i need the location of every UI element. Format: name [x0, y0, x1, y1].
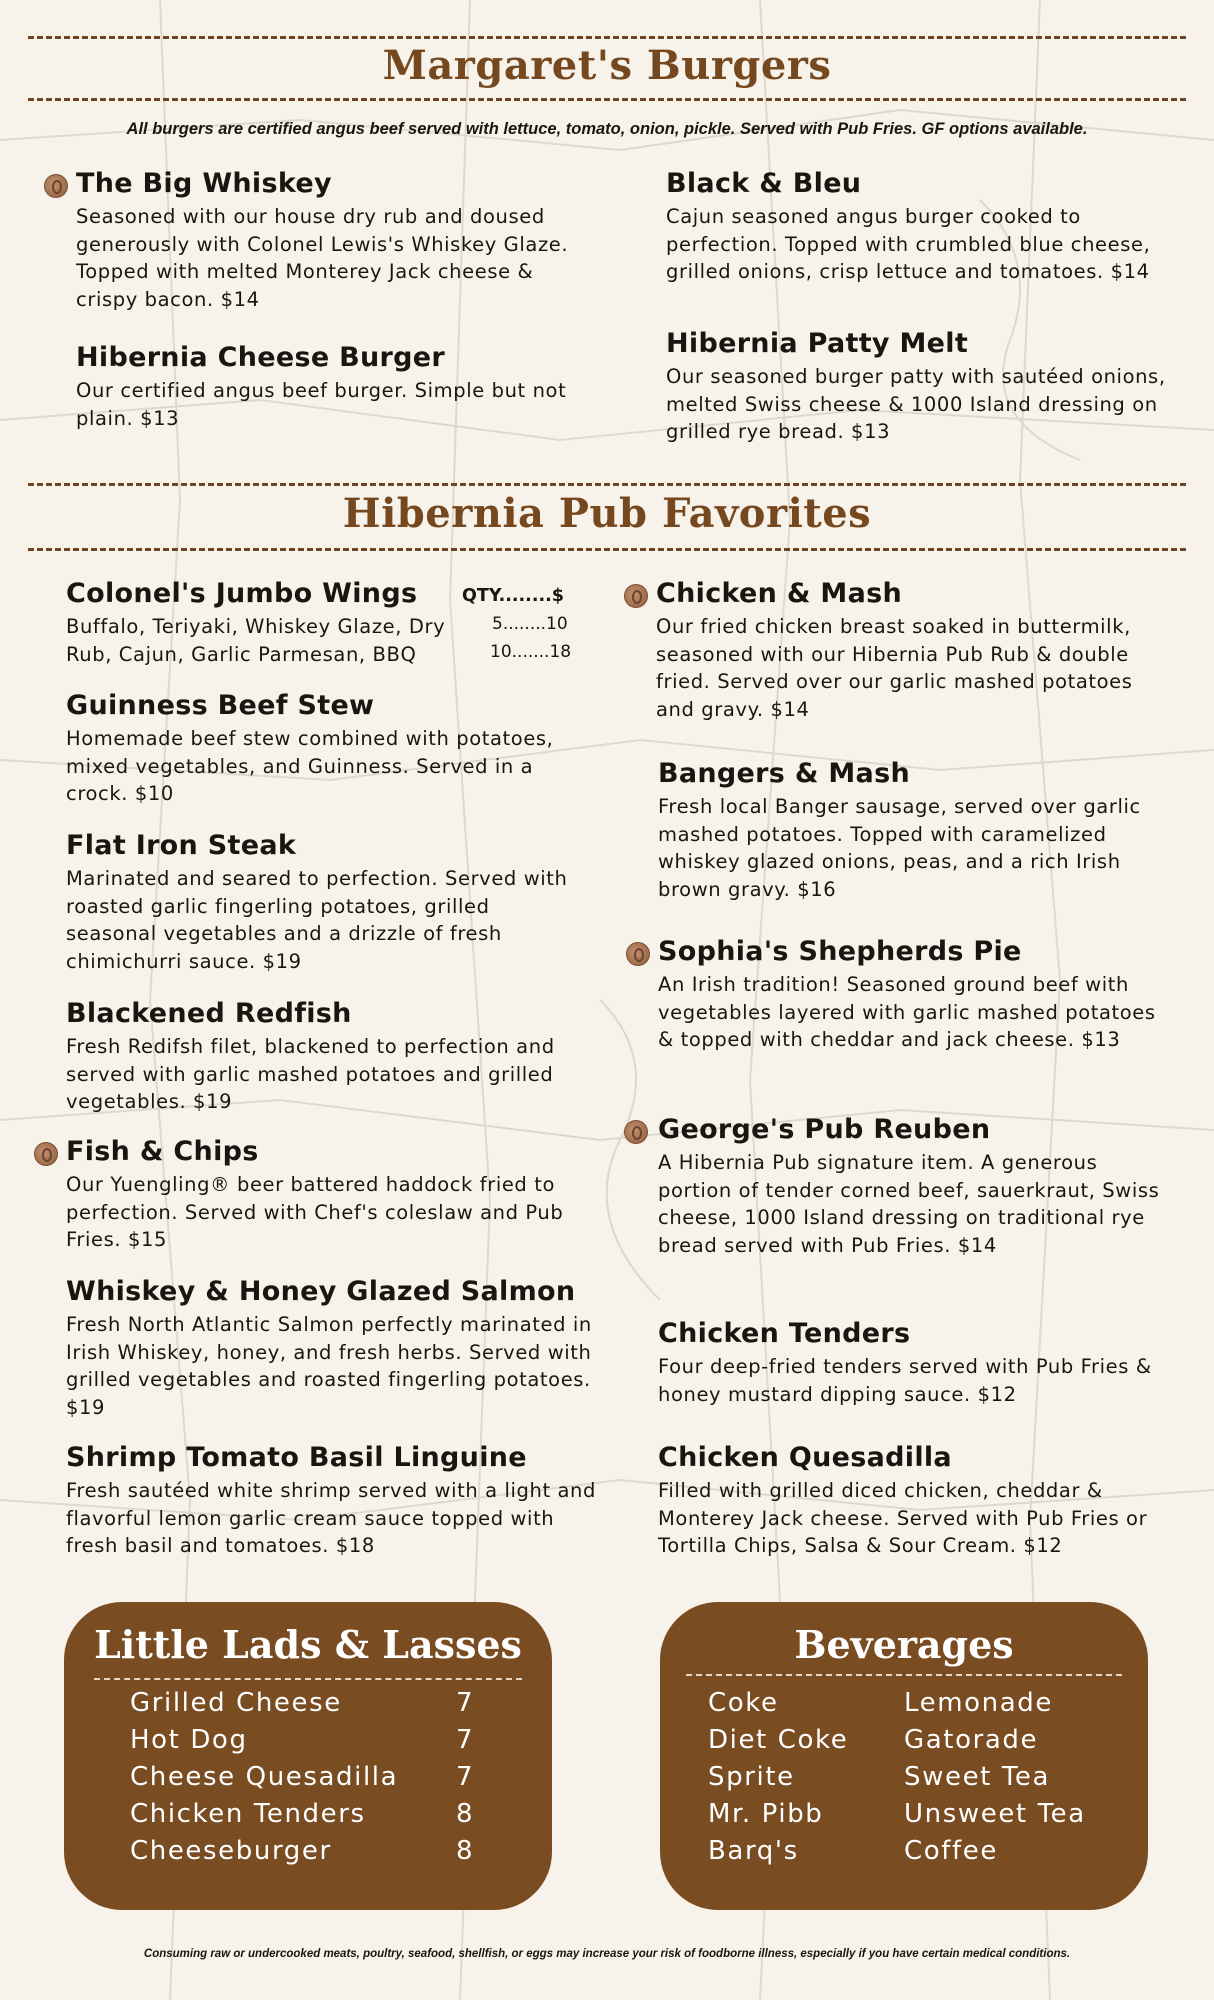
item-description: A Hibernia Pub signature item. A generous portion of tender corned beef, sauerkraut, Swiss cheese, 1000 Island dressing on traditional rye bread served with Pub Fries. $14	[658, 1151, 1160, 1257]
item-description: Homemade beef stew combined with potatoes, mixed vegetables, and Guinness. Served in a crock. $10	[66, 727, 554, 805]
beverage-item: Coffee	[904, 1836, 998, 1866]
kids-menu-box	[64, 1602, 552, 1910]
footer-disclaimer: Consuming raw or undercooked meats, poultry, seafood, shellfish, or eggs may increase your risk of foodborne illness, especially if you have certain medical conditions.	[143, 1948, 1071, 1960]
item-name: Hibernia Cheese Burger	[76, 342, 446, 373]
kids-item-name: Cheese Quesadilla	[130, 1762, 399, 1792]
menu-item	[66, 578, 486, 668]
item-name: Black & Bleu	[666, 168, 862, 199]
divider	[686, 1674, 1122, 1676]
signature-icon	[626, 942, 650, 966]
wings-qty-header: QTY........$	[462, 586, 564, 606]
signature-icon	[44, 174, 68, 198]
menu-item	[66, 830, 586, 975]
beverage-item: Lemonade	[904, 1688, 1053, 1718]
kids-item-price: 7	[456, 1725, 475, 1755]
beverage-item: Diet Coke	[708, 1725, 849, 1755]
menu-item	[66, 1276, 596, 1421]
kids-item-name: Chicken Tenders	[130, 1799, 366, 1829]
divider	[94, 1678, 522, 1680]
item-description: An Irish tradition! Seasoned ground beef with vegetables layered with garlic mashed potatoes & topped with cheddar and jack cheese. $13	[658, 973, 1156, 1051]
item-description: Fresh Redifsh filet, blackened to perfection and served with garlic mashed potatoes and grilled vegetables. $19	[66, 1035, 555, 1113]
kids-item-name: Hot Dog	[130, 1725, 248, 1755]
wings-qty-row: 5........10	[492, 614, 568, 634]
item-description: Seasoned with our house dry rub and doused generously with Colonel Lewis's Whiskey Glaze. Topped with melted Monterey Jack cheese & crispy bacon. $14	[76, 205, 569, 311]
item-name: Fish & Chips	[66, 1136, 259, 1167]
menu-item	[76, 168, 596, 313]
item-description: Fresh sautéed white shrimp served with a light and flavorful lemon garlic cream sauce topped with fresh basil and tomatoes. $18	[66, 1479, 596, 1557]
menu-item	[66, 1442, 596, 1560]
menu-item	[658, 1318, 1168, 1408]
menu-item	[66, 690, 586, 808]
item-description: Marinated and seared to perfection. Served with roasted garlic fingerling potatoes, grilled seasonal vegetables and a drizzle of fresh chimichurri sauce. $19	[66, 867, 568, 973]
item-name: Colonel's Jumbo Wings	[66, 578, 418, 609]
burgers-note: All burgers are certified angus beef served with lettuce, tomato, onion, pickle. Served with Pub Fries. GF options available.	[126, 120, 1088, 138]
kids-item-price: 8	[456, 1799, 475, 1829]
menu-item	[666, 328, 1176, 446]
menu-item	[658, 936, 1168, 1054]
divider	[28, 36, 1186, 39]
wings-qty-row: 10.......18	[490, 642, 572, 662]
item-name: Shrimp Tomato Basil Linguine	[66, 1442, 527, 1473]
item-description: Four deep-fried tenders served with Pub Fries & honey mustard dipping sauce. $12	[658, 1355, 1152, 1406]
item-name: Chicken Quesadilla	[658, 1442, 952, 1473]
kids-item-price: 7	[456, 1688, 475, 1718]
menu-item	[76, 342, 596, 432]
item-name: Bangers & Mash	[658, 758, 910, 789]
beverage-item: Sweet Tea	[904, 1762, 1051, 1792]
kids-item-name: Grilled Cheese	[130, 1688, 342, 1718]
kids-item-price: 8	[456, 1836, 475, 1866]
signature-icon	[34, 1142, 58, 1166]
signature-icon	[624, 584, 648, 608]
divider	[28, 548, 1186, 551]
menu-item	[658, 1442, 1178, 1560]
item-description: Our seasoned burger patty with sautéed onions, melted Swiss cheese & 1000 Island dressing on grilled rye bread. $13	[666, 365, 1166, 443]
menu-item	[658, 1114, 1168, 1259]
beverage-item: Coke	[708, 1688, 779, 1718]
burgers-title: Margaret's Burgers	[382, 42, 832, 89]
item-description: Our Yuengling® beer battered haddock fried to perfection. Served with Chef's coleslaw and Pub Fries. $15	[66, 1173, 564, 1251]
menu-item	[658, 758, 1168, 903]
item-description: Our fried chicken breast soaked in buttermilk, seasoned with our Hibernia Pub Rub & double fried. Served over our garlic mashed potatoes and gravy. $14	[656, 615, 1133, 721]
beverage-item: Sprite	[708, 1762, 795, 1792]
beverage-item: Mr. Pibb	[708, 1799, 824, 1829]
item-description: Fresh North Atlantic Salmon perfectly marinated in Irish Whiskey, honey, and fresh herbs. Served with grilled vegetables and roasted fingerling potatoes. $19	[66, 1313, 592, 1419]
divider	[28, 98, 1186, 101]
item-name: Blackened Redfish	[66, 998, 352, 1029]
item-description: Cajun seasoned angus burger cooked to perfection. Topped with crumbled blue cheese, grilled onions, crisp lettuce and tomatoes. $14	[666, 205, 1151, 283]
kids-item-name: Cheeseburger	[130, 1836, 332, 1866]
menu-item	[666, 168, 1176, 286]
item-name: Sophia's Shepherds Pie	[658, 936, 1022, 967]
beverage-item: Gatorade	[904, 1725, 1039, 1755]
item-description: Filled with grilled diced chicken, cheddar & Monterey Jack cheese. Served with Pub Fries or Tortilla Chips, Salsa & Sour Cream. $12	[658, 1479, 1148, 1557]
item-name: Chicken Tenders	[658, 1318, 911, 1349]
kids-title: Little Lads & Lasses	[94, 1622, 522, 1667]
item-name: Hibernia Patty Melt	[666, 328, 969, 359]
signature-icon	[624, 1120, 648, 1144]
item-name: The Big Whiskey	[76, 168, 332, 199]
divider	[28, 483, 1186, 486]
item-name: George's Pub Reuben	[658, 1114, 991, 1145]
item-description: Our certified angus beef burger. Simple but not plain. $13	[76, 379, 567, 430]
kids-item-price: 7	[456, 1762, 475, 1792]
item-name: Chicken & Mash	[656, 578, 902, 609]
item-name: Guinness Beef Stew	[66, 690, 375, 721]
beverage-item: Unsweet Tea	[904, 1799, 1086, 1829]
beverage-item: Barq's	[708, 1836, 799, 1866]
beverages-title: Beverages	[794, 1622, 1014, 1667]
menu-item	[656, 578, 1166, 723]
favorites-title: Hibernia Pub Favorites	[342, 490, 872, 537]
item-name: Whiskey & Honey Glazed Salmon	[66, 1276, 576, 1307]
item-description: Buffalo, Teriyaki, Whiskey Glaze, Dry Rub, Cajun, Garlic Parmesan, BBQ	[66, 615, 446, 666]
menu-item	[66, 1136, 586, 1254]
menu-item	[66, 998, 586, 1116]
item-name: Flat Iron Steak	[66, 830, 297, 861]
item-description: Fresh local Banger sausage, served over garlic mashed potatoes. Topped with caramelized whiskey glazed onions, peas, and a rich Irish brown gravy. $16	[658, 795, 1141, 901]
beverages-box	[660, 1602, 1148, 1910]
